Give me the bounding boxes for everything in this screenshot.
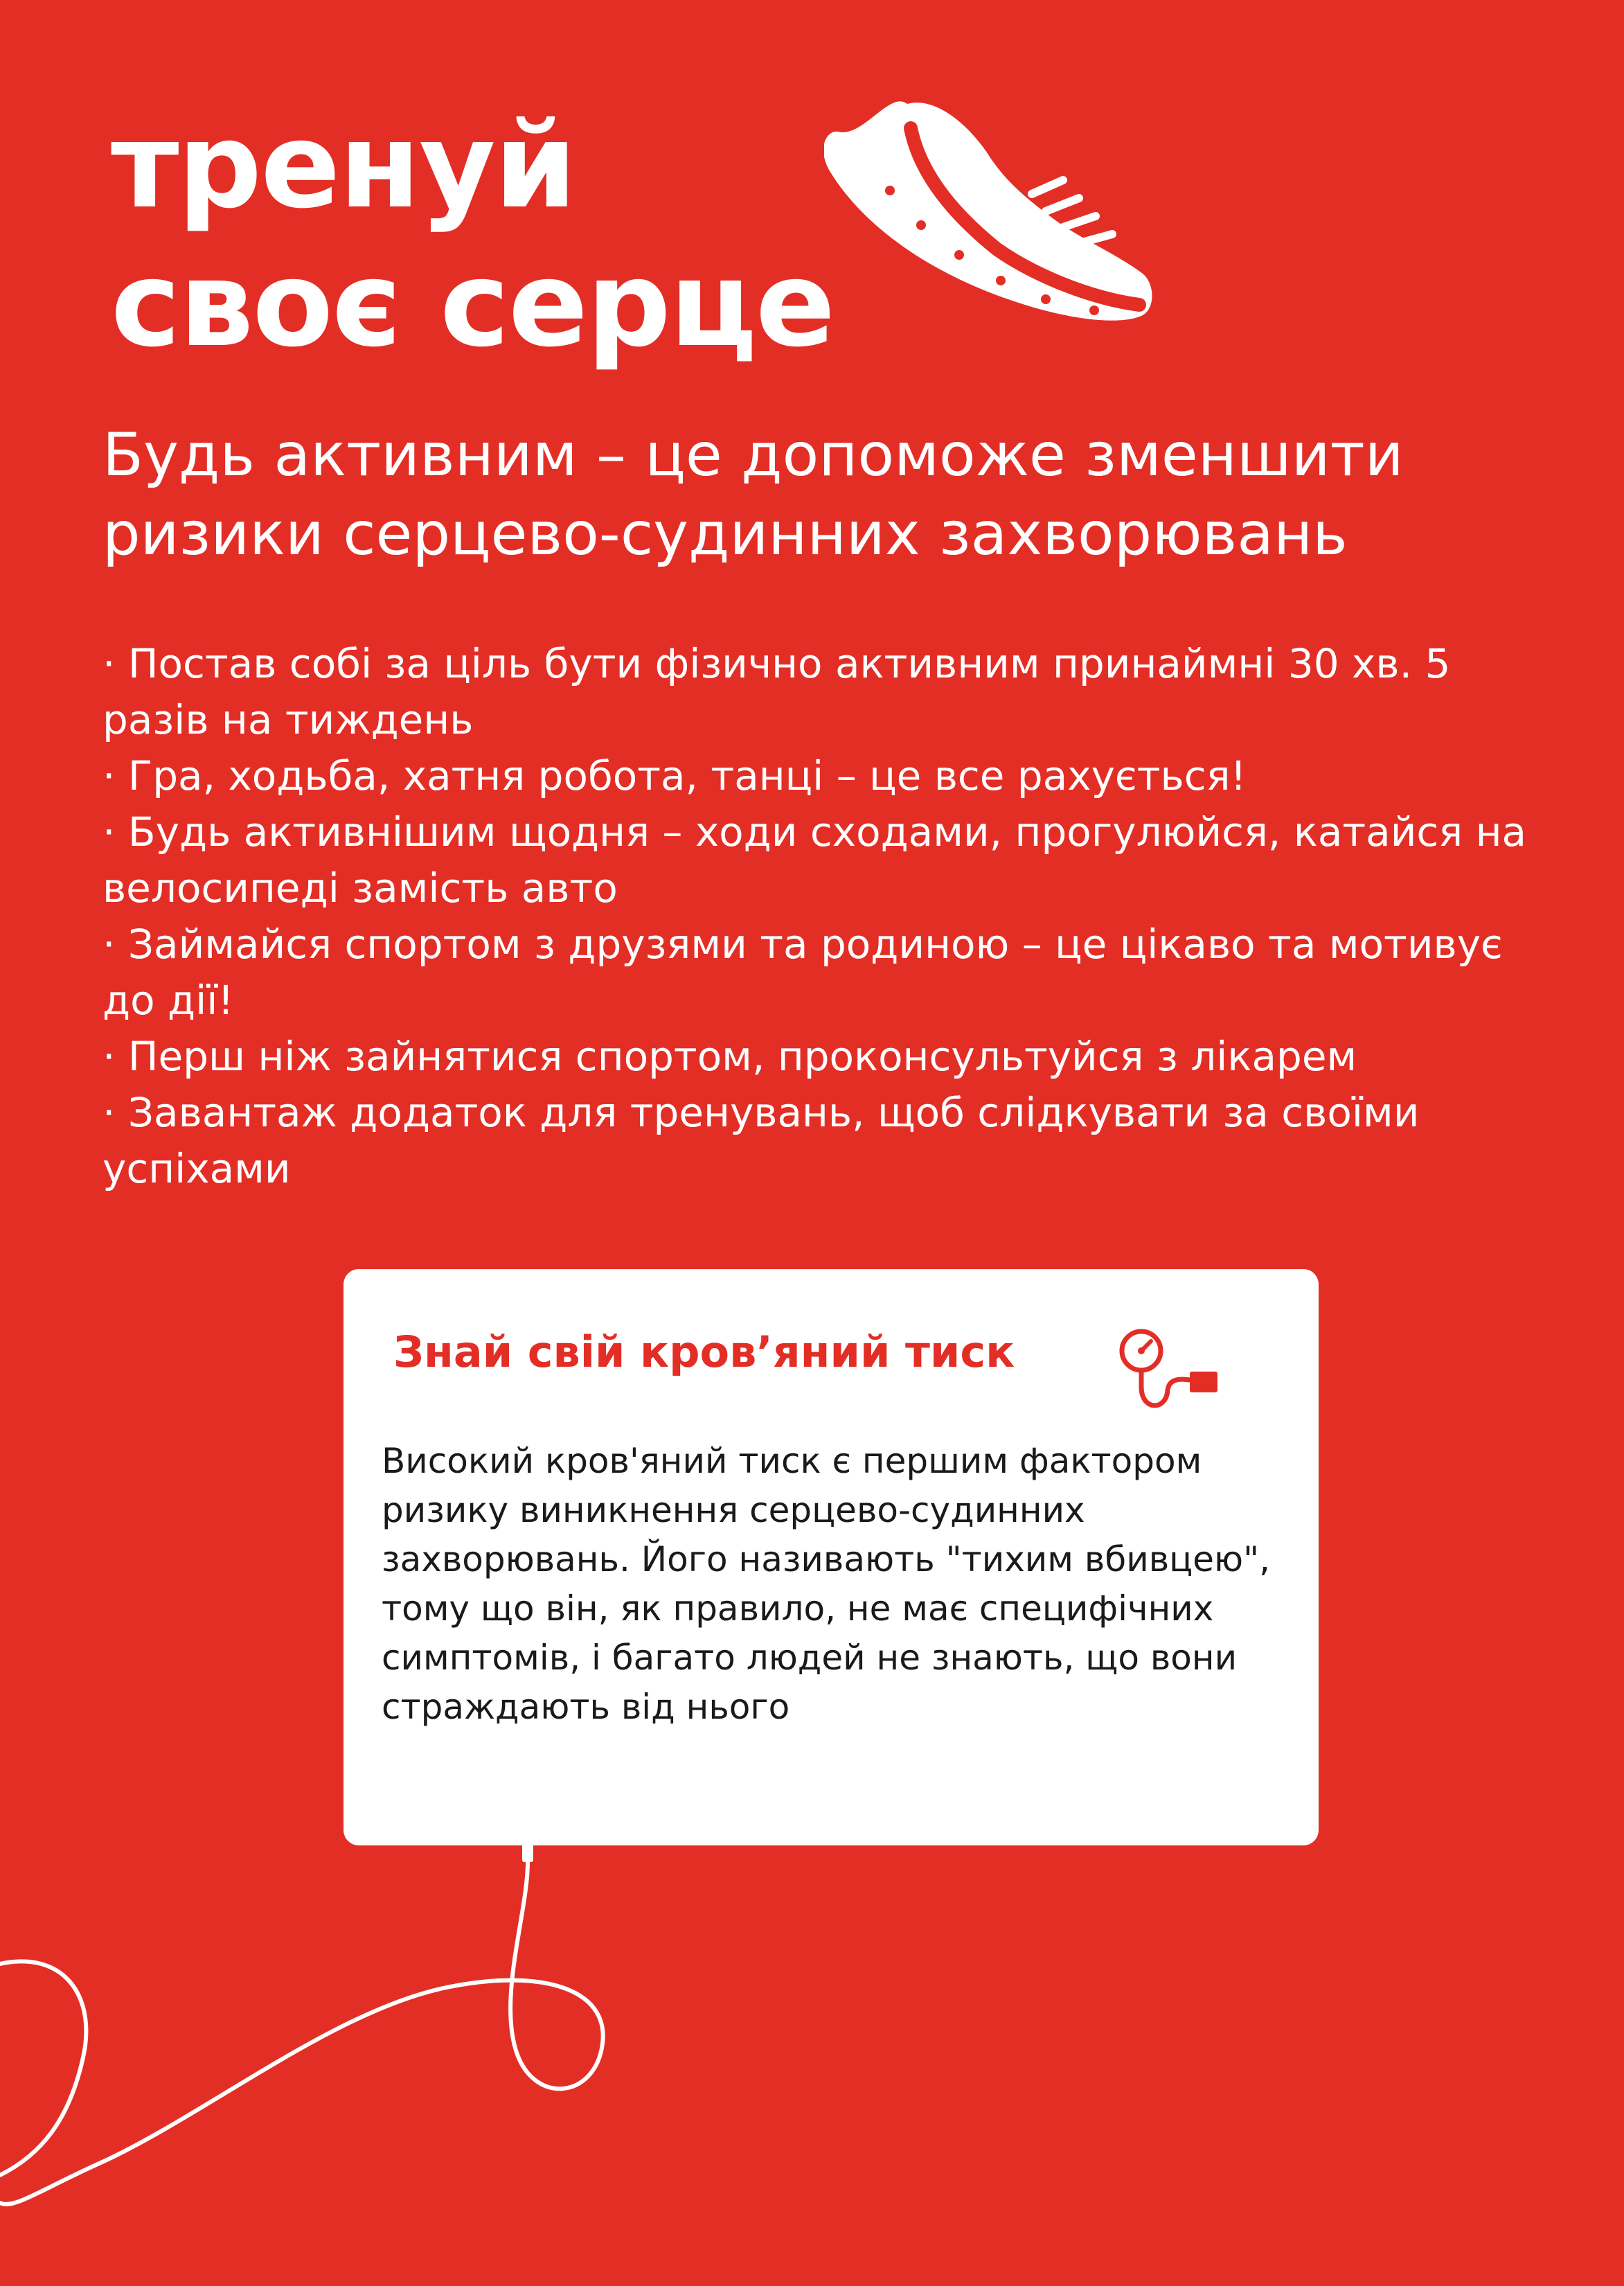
blood-pressure-card [343, 1269, 1319, 1845]
card-text: Високий кров'яний тиск є першим фактором ризику виникнення серцево-судинних захворювань. Його називають "тихим вбивцею", тому що він, як правило, не має специфічних симптомів, і багато людей не знають, що вони страждають від нього [382, 1441, 1270, 1727]
tips-list [102, 636, 1543, 1197]
tip-item: · Постав собі за ціль бути фізично активним принаймні 30 хв. 5 разів на тиждень [102, 640, 1451, 743]
tip-item: · Будь активнішим щодня – ходи сходами, прогулюйся, катайся на велосипеді замість авто [102, 808, 1527, 912]
card-title: Знай свій кров’яний тиск [393, 1327, 1015, 1377]
tip-item: · Завантаж додаток для тренувань, щоб слідкувати за своїми успіхами [102, 1089, 1420, 1192]
tip-item: · Гра, ходьба, хатня робота, танці – це все рахується! [102, 752, 1247, 799]
running-shoe-icon [824, 76, 1157, 339]
page-title [111, 97, 834, 374]
title-line-2: своє серце [111, 236, 835, 373]
subtitle: Будь активним – це допоможе зменшити ризики серцево-судинних захворювань [102, 420, 1404, 569]
tip-item: · Займайся спортом з друзями та родиною – це цікаво та мотивує до дії! [102, 921, 1503, 1024]
title-line-1: тренуй [111, 98, 575, 235]
tip-item: · Перш ніж зайнятися спортом, проконсультуйся з лікарем [102, 1033, 1357, 1080]
blood-pressure-gauge-icon [1112, 1324, 1230, 1421]
